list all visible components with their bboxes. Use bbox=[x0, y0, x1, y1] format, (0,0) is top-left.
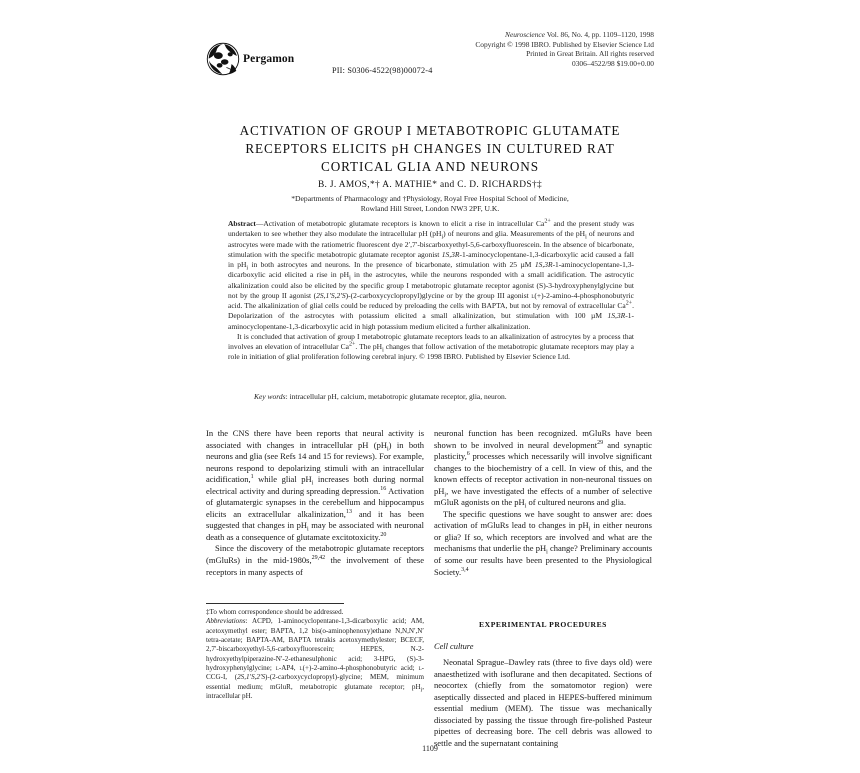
abstract-label: Abstract bbox=[228, 219, 256, 228]
experimental-paragraph-1: Neonatal Sprague–Dawley rats (three to five days old) were anaesthetized with isoflurane and then decapitated. Sections of neocortex (chiefly from the somatomotor region) were aseptically dissected and placed in HEPES-buffered minimum essential medium (MEM). The tissue was mechanically dissociated by passing the tissue through fire-polished Pasteur pipettes of decreasing bore. The cell debris was allowed to settle and the supernatant containing bbox=[434, 657, 652, 748]
right-paragraph-2: The specific questions we have sought to answer are: does activation of mGluRs lead to changes in $pH_i$ in either neurons or glia? If so, which receptors are involved and what are the mechanisms that underlie the $pH_i$ change? Preliminary accounts of some our results have been presented to the Physiological Society.$^{3,4}$ bbox=[434, 508, 652, 577]
abstract-paragraph-2: It is concluded that activation of group I metabotropic glutamate receptors leads to an alkalinization of astrocytes by a process that involves an elevation of intracellular $Ca^{2+}$. The $pH_i$ changes that follow activation of the metabotropic glutamate receptors may play a role in initiation of glial proliferation following cerebral injury. © 1998 IBRO. Published by Elsevier Science Ltd. bbox=[228, 331, 634, 362]
abbreviations-label: Abbreviations bbox=[206, 617, 246, 626]
author-list: B. J. AMOS,*† A. MATHIE* and C. D. RICHARDS†‡ bbox=[317, 180, 543, 190]
printed-line: Printed in Great Britain. All rights reserved bbox=[526, 49, 654, 59]
left-paragraph-2: Since the discovery of the metabotropic glutamate receptors (mGluRs) in the mid-1980s,$^{29,42}$ the involvement of these receptors in many aspects of bbox=[206, 543, 425, 577]
abstract bbox=[228, 219, 634, 363]
keywords-label: Key words bbox=[254, 392, 286, 401]
experimental-body bbox=[434, 657, 652, 749]
footnote-divider bbox=[206, 603, 344, 604]
correspondence-note: ‡To whom correspondence should be addressed. bbox=[206, 608, 344, 616]
journal-citation-line bbox=[475, 30, 654, 40]
keywords-text: : intracellular pH, calcium, metabotropic glutamate receptor, glia, neuron. bbox=[285, 392, 507, 401]
publisher-name: Pergamon bbox=[243, 53, 295, 65]
pergamon-globe-icon bbox=[206, 42, 240, 76]
affiliation-line-2: Rowland Hill Street, London NW3 2PF, U.K. bbox=[360, 204, 500, 214]
page-number: 1109 bbox=[422, 744, 438, 753]
journal-title: Neuroscience bbox=[505, 30, 545, 39]
affiliation-line-1: *Departments of Pharmacology and †Physiology, Royal Free Hospital School of Medicine, bbox=[291, 194, 569, 203]
body-column-right bbox=[434, 428, 652, 578]
footnote-block bbox=[206, 608, 424, 701]
issn-price-line: 0306–4522/98 $19.00+0.00 bbox=[572, 58, 654, 68]
abbreviations-note bbox=[206, 617, 424, 701]
left-paragraph-1: In the CNS there have been reports that neural activity is associated with changes in intracellular pH $(pH_i)$ in both neurons and glia (see Refs 14 and 15 for reviews). For example, neurons respond to depolarizing stimuli with an intracellular acidification,$^1$ while glial $pH_i$ increases both during normal electrical activity and during spreading depression.$^{16}$ Activation of glutamatergic synapses in the cerebellum and hippocampus elicits an extracellular alkalinization,$^{13}$ and it has been suggested that changes in $pH_i$ may be associated with neuronal death as a consequence of glutamate excitotoxicity.$^{20}$ bbox=[206, 428, 425, 542]
publisher-logo bbox=[206, 28, 294, 76]
title-line-2: RECEPTORS ELICITS pH CHANGES IN CULTURED RAT bbox=[245, 141, 615, 156]
affiliation bbox=[206, 194, 654, 215]
section-heading-experimental-procedures: EXPERIMENTAL PROCEDURES bbox=[479, 620, 607, 629]
body-column-left bbox=[206, 428, 424, 578]
title-line-1: ACTIVATION OF GROUP I METABOTROPIC GLUTAMATE bbox=[239, 123, 621, 138]
abstract-paragraph-1 bbox=[228, 219, 634, 332]
copyright-line: Copyright © 1998 IBRO. Published by Elsevier Science Ltd bbox=[475, 39, 654, 49]
abbreviations-text: : ACPD, 1-aminocyclopentane-1,3-dicarboxylic acid; AM, acetoxymethyl ester; BAPTA, 1,2 bis(o-aminophenoxy)ethane N,N,N′,N′ tetra-acetate; BAPTA-AM, BAPTA tetrakis acetoxymethylester; BCECF, 2,7′-biscarboxyethyl-5,6-carboxyfluorescein; HEPES, N-2-hydroxyethylpiperazine-N′-2-ethanesulphonic acid; 3-HPG, (S)-3-hydroxyphenylglycine; l-AP4, l(+)-2-amino-4-phosphonobutyric acid; l-CCG-I, (2S,1′S,2′S)-(2-carboxycyclopropyl)-glycine; MEM, minimum essential medium; mGluR, metabotropic glutamate receptor; $pH_i$, intracellular pH. bbox=[206, 617, 424, 701]
journal-volume-pages: Vol. 86, No. 4, pp. 1109–1120, 1998 bbox=[546, 30, 654, 39]
subsection-heading-cell-culture: Cell culture bbox=[434, 642, 474, 651]
page-title bbox=[206, 122, 654, 176]
right-paragraph-1: neuronal function has been recognized. mGluRs have been shown to be involved in neural development$^{29}$ and synaptic plasticity,$^6$ processes which necessarily will involve significant changes to the biochemistry of a cell. In view of this, and the known effects of receptor activation in non-neuronal tissues on $pH_i$, we have investigated the effects of a number of selective mGluR agonists on the $pH_i$ of cultured neurons and glia. bbox=[434, 428, 652, 510]
keywords bbox=[254, 392, 634, 401]
pii-identifier: PII: S0306-4522(98)00072-4 bbox=[332, 66, 433, 75]
journal-reference bbox=[475, 28, 654, 68]
abstract-text-1: —Activation of metabotropic glutamate receptors is known to elicit a rise in intracellular $Ca^{2+}$ and the present study was undertaken to see whether they also modulate the intracellular pH $(pH_i)$ of neurons and glia. Measurements of the $pH_i$ of neurons and astrocytes were made with the ratiometric fluorescent dye 2′,7′-biscarboxyethyl-5,6-carboxyfluorescein. In the absence of bicarbonate, stimulation with the specific metabotropic glutamate receptor agonist 1S,3R-1-aminocyclopentane-1,3-dicarboxylic acid caused a fall in $pH_i$ in both astrocytes and neurons. In the presence of bicarbonate, stimulation with 25 µM 1S,3R-1-aminocyclopentane-1,3-dicarboxylic acid elicited a rise in $pH_i$ in the astrocytes, while the neurons responded with a small acidification. The astrocytic alkalinization could also be elicited by the specific group I metabotropic glutamate receptor agonist (S)-3-hydroxyphenylglycine but not by the group II agonist (2S,1′S,2′S)-(2-carboxycyclopropyl)glycine or by the group III agonist l(+)-2-amino-4-phosphonobutyric acid. The alkalinization of glial cells could be reduced by preloading the cells with BAPTA, but not by removal of extracellular $Ca^{2+}$. Depolarization of the astrocytes with potassium elicited a small alkalinization, but stimulation with 100 µM 1S,3R-1-aminocyclopentane-1,3-dicarboxylic acid in high potassium medium elicited a further alkalinization. bbox=[228, 218, 634, 331]
title-line-3: CORTICAL GLIA AND NEURONS bbox=[321, 159, 539, 174]
